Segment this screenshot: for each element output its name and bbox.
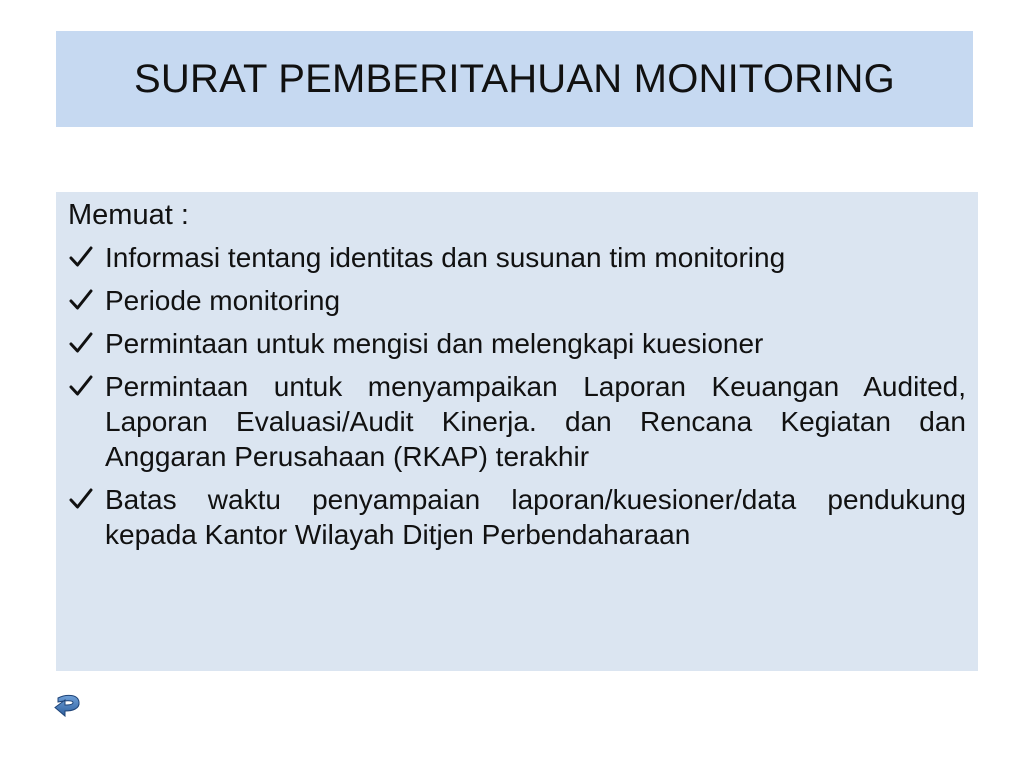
list-item-text: Batas waktu penyampaian laporan/kuesioner/data pendukung kepada Kantor Wilayah Ditjen Perbendaharaan — [105, 484, 966, 550]
list-item — [68, 369, 966, 474]
check-icon — [68, 373, 94, 399]
list-item — [68, 482, 966, 552]
return-arrow-icon[interactable] — [52, 692, 84, 720]
list-item-text: Periode monitoring — [105, 285, 341, 316]
content-box — [56, 192, 978, 671]
checklist — [68, 240, 966, 552]
check-icon — [68, 330, 94, 356]
list-item — [68, 240, 966, 275]
intro-text: Memuat : — [68, 199, 189, 231]
list-item-text: Permintaan untuk mengisi dan melengkapi kuesioner — [105, 328, 764, 359]
list-item — [68, 283, 966, 318]
check-icon — [68, 287, 94, 313]
check-icon — [68, 486, 94, 512]
list-item-text: Informasi tentang identitas dan susunan tim monitoring — [105, 242, 786, 273]
list-item — [68, 326, 966, 361]
check-icon — [68, 244, 94, 270]
slide-title: SURAT PEMBERITAHUAN MONITORING — [134, 56, 895, 101]
title-box — [56, 31, 973, 127]
list-item-text: Permintaan untuk menyampaikan Laporan Keuangan Audited, Laporan Evaluasi/Audit Kinerja. dan Rencana Kegiatan dan Anggaran Perusahaan (RKAP) terakhir — [105, 371, 966, 472]
